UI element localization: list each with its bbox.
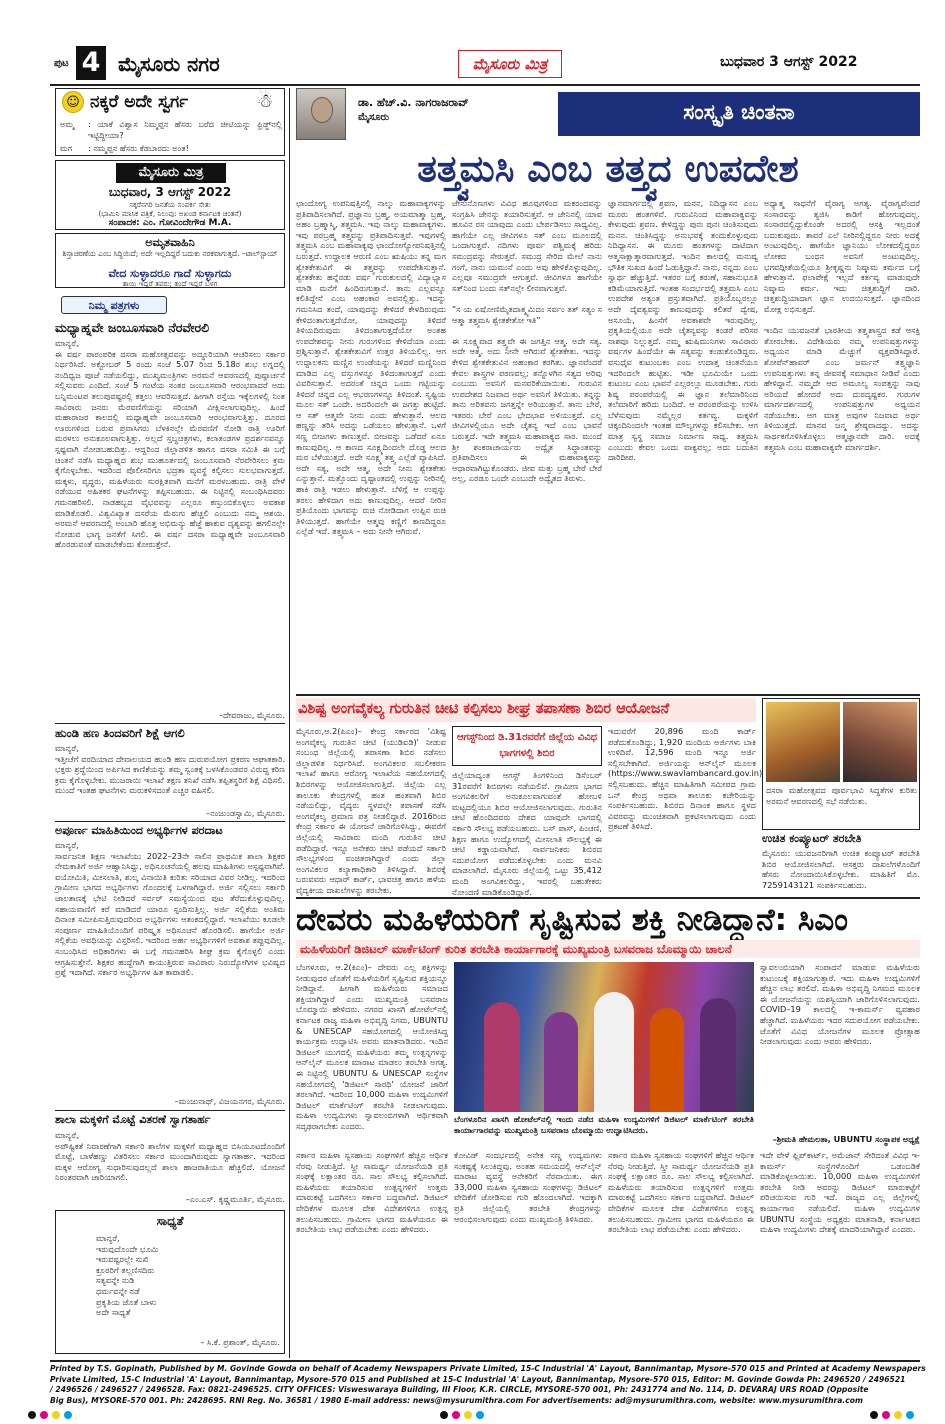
registration-dot xyxy=(52,1411,60,1419)
cm-col5: ಇದೇ ವೇಳೆ ಫ್ಲಿಪ್‌ಕಾರ್ಟ್, ಅಮೆಜಾನ್ ಸೇರಿದಂತೆ ವಿವಿಧ ಇ-ಕಾಮರ್ಸ್ ಸಂಸ್ಥೆಗಳೊಂದಿಗೆ ಒಡಂಬಡಿಕೆ ಮಾಡಿಕೊಳ್ಳಲಾಯಿತು. 10,000 ಮಹಿಳಾ ಉದ್ಯಮಿಗಳಿಗೆ ತರಬೇತಿ ನೀಡಿ ಅವರನ್ನು ಡಿಜಿಟಲ್ ಮಾರುಕಟ್ಟೆಗೆ ಪರಿಚಯಿಸುವ ಗುರಿ ಇದೆ. ರಾಜ್ಯದ ಎಲ್ಲ ಜಿಲ್ಲೆಗಳಲ್ಲಿ ಕಾರ್ಯಾಗಾರ ನಡೆಯಲಿದೆ. ಮಹಿಳಾ ಉದ್ಯಮಿಗಳ UBUNTU ಸಂಸ್ಥೆಯ ಅಧ್ಯಕ್ಷರು ಮಾತನಾಡಿ, ಕರ್ನಾಟಕದ ಮಹಿಳಾ ಉದ್ಯಮಿಗಳು ದೇಶಕ್ಕೆ ಮಾದರಿಯಾಗಿದ್ದಾರೆ ಎಂದರು. xyxy=(760,1150,923,1235)
computer-text: ಮೈಸೂರು: ಯುವಜನರಿಗಾಗಿ ಉಚಿತ ಕಂಪ್ಯೂಟರ್ ತರಬೇತಿ ಶಿಬಿರ ಆಯೋಜಿಸಲಾಗಿದೆ. ಆಸಕ್ತರು ದಾಖಲೆಗಳೊಂದಿಗೆ ಹೆಸರು ನೋಂದಾಯಿಸಿಕೊಳ್ಳಬೇಕು. ಮಾಹಿತಿಗೆ ಮೊ. 7259143121 ಸಂಪರ್ಕಿಸಬಹುದು. xyxy=(762,848,923,890)
humor-a-label: ಮಗ xyxy=(60,143,73,153)
camp-bottom-rule xyxy=(296,897,920,899)
registration-dot xyxy=(882,1411,890,1419)
edition-box xyxy=(55,160,285,230)
amrutha-quote-sub: ತಾಯಿ ಇದ್ದರೆ ತವರು; ತಂದೆ ಇದ್ದರೆ ಬಳಗ xyxy=(122,279,218,288)
cm-headline: ದೇವರು ಮಹಿಳೆಯರಿಗೆ ಸೃಷ್ಟಿಸುವ ಶಕ್ತಿ ನೀಡಿದ್ದಾನೆ: ಸಿಎಂ xyxy=(296,902,848,938)
humor-a-text: : ನಮ್ಮಪ್ಪನ ಹೆಸರು ಕೆಡಬಾರದು ಅಂತ! xyxy=(88,143,189,153)
amrutha-text: ಶಿಸ್ತಾಚರಣೆಯ ಎಂಬ ಸಿದ್ಧಿಯಿದೆ; ಅದೇ ಇಲ್ಲದಿದ್ದರೆ ಬದುಕು ನರಕವಾಗುತ್ತದೆ. –ಟಾಲ್‌ಸ್ಟಾಯ್ xyxy=(62,249,278,258)
letter1-text: ಮಾನ್ಯರೆ, ಈ ವರ್ಷ ಪಾರಂಪರಿಕ ದಸರಾ ಮಹೋತ್ಸವವನ್ನು ಅದ್ಧೂರಿಯಾಗಿ ಆಚರಿಸಲು ಸರ್ಕಾರ ನಿರ್ಧರಿಸಿದೆ. ಅಕ್ಟೋಬರ್ 5 ರಂದು ಸಂಜೆ 5.07 ರಿಂದ 5.18ರ ಶುಭ ಲಗ್ನದಲ್ಲಿ ನಂದಿಧ್ವಜ ಪೂಜೆ ನಡೆಯಲಿದ್ದು, ಮುಖ್ಯಮಂತ್ರಿಗಳು ಅರಮನೆ ಆವರಣದಲ್ಲಿ ಪುಷ್ಪಾರ್ಚನೆ ಸಲ್ಲಿಸುವರು ಎಂದಿದೆ. ಸಂಜೆ 5 ಗಂಟೆಯ ನಂತರ ಜಂಬೂಸವಾರಿ ಆರಂಭವಾದರೆ ಅದು ಬನ್ನಿಮಂಟಪ ತಲುಪುವಷ್ಟರಲ್ಲಿ ಕತ್ತಲು ಆವರಿಸುತ್ತದೆ. ಹೀಗಾಗಿ ರಸ್ತೆಯ ಇಕ್ಕೆಲಗಳಲ್ಲಿ ನಿಂತ ಸಾವಿರಾರು ಜನರು ಮೆರವಣಿಗೆಯನ್ನು ಸರಿಯಾಗಿ ವೀಕ್ಷಿಸಲಾಗುವುದಿಲ್ಲ. ಹಿಂದೆ ಮಹಾರಾಜರ ಕಾಲದಲ್ಲಿ ಮಧ್ಯಾಹ್ನವೇ ಜಂಬೂಸವಾರಿ ಆರಂಭವಾಗುತ್ತಿತ್ತು. ದೂರದ ಊರುಗಳಿಂದ ಬರುವ ಪ್ರವಾಸಿಗರು ಬೆಳಕಿನಲ್ಲೇ ಮೆರವಣಿಗೆ ನೋಡಿ ರಾತ್ರಿ ಊರಿಗೆ ಮರಳಲು ಅನುಕೂಲವಾಗುತ್ತಿತ್ತು. ಅಲ್ಲದೆ ಸ್ತಬ್ಧಚಿತ್ರಗಳು, ಕಲಾತಂಡಗಳ ಪ್ರದರ್ಶನವನ್ನೂ ಸ್ಪಷ್ಟವಾಗಿ ನೋಡಬಹುದಿತ್ತು. ಆದ್ದರಿಂದ ಜಿಲ್ಲಾಡಳಿತ ಹಾಗೂ ದಸರಾ ಸಮಿತಿ ಈ ಬಗ್ಗೆ ಚಿಂತನೆ ನಡೆಸಿ ಮಧ್ಯಾಹ್ನದ ಶುಭ ಮುಹೂರ್ತದಲ್ಲಿ ಜಂಬೂಸವಾರಿ ನೆರವೇರಿಸಲು ಕ್ರಮ ಕೈಗೊಳ್ಳಬೇಕು. ಇದರಿಂದ ಪೊಲೀಸರಿಗೂ ಭದ್ರತಾ ವ್ಯವಸ್ಥೆ ಕಲ್ಪಿಸಲು ಸುಲಭವಾಗುತ್ತದೆ. ಮಕ್ಕಳು, ವೃದ್ಧರು, ಮಹಿಳೆಯರು ಸುರಕ್ಷಿತವಾಗಿ ಮನೆಗೆ ಮರಳಬಹುದು. ರಾತ್ರಿ ವೇಳೆ ನಡೆಯುವ ಅಹಿತಕರ ಘಟನೆಗಳನ್ನು ತಪ್ಪಿಸಬಹುದು. ಈ ನಿಟ್ಟಿನಲ್ಲಿ ಸಂಬಂಧಿಸಿದವರು ಗಮನಹರಿಸಲಿ. ನಾಡಹಬ್ಬದ ವೈಭವವನ್ನು ಎಲ್ಲರೂ ಕಣ್ತುಂಬಿಕೊಳ್ಳಲು ಅವಕಾಶ ಮಾಡಿಕೊಡಲಿ. ವಿಶ್ವವಿಖ್ಯಾತ ದಸರೆಯ ಮೆರುಗು ಹೆಚ್ಚಲಿ ಎಂಬುದು ನಮ್ಮ ಆಶಯ. ಅರಮನೆ ಆವರಣದಲ್ಲಿ ಅಂಬಾರಿ ಹೊತ್ತ ಅಭಿಮನ್ಯು ಹೆಜ್ಜೆ ಹಾಕುವ ದೃಶ್ಯವನ್ನು ಹಗಲಿನಲ್ಲೇ ನೋಡುವ ಭಾಗ್ಯ ಜನತೆಗೆ ಸಿಗಲಿ. ಈ ವರ್ಷ ದಸರಾ ಮಧ್ಯಾಹ್ನವೇ ಜಂಬೂಸವಾರಿ ಹೊರಡುವಂತೆ ಮಾಡಬೇಕೆಂದು ಕೋರುತ್ತೇನೆ. xyxy=(55,338,285,550)
masthead-date: ಬುಧವಾರ 3 ಆಗಸ್ಟ್ 2022 xyxy=(720,54,858,70)
amrutha-quote: ವೇದ ಸುಳ್ಳಾದರೂ ಗಾದೆ ಸುಳ್ಳಾಗದು xyxy=(108,267,232,280)
poem-box xyxy=(55,1210,285,1354)
author-head-icon xyxy=(311,97,333,123)
letter3-sign: –ಮಂಜುನಾಥ್, ವಿಜಯನಗರ, ಮೈಸೂರು. xyxy=(174,1096,285,1106)
humor-box xyxy=(55,88,285,156)
cm-col1: ಬೆಂಗಳೂರು, ಆ.2(ಕಿಎಂ)– ದೇವರು ಎಲ್ಲ ಶಕ್ತಿಗಳನ್ನು ನೀಡುವುದರ ಜೊತೆಗೆ ಮಹಿಳೆಯರಿಗೆ ಸೃಷ್ಟಿಸುವ ಶಕ್ತಿಯನ್ನೂ ನೀಡಿದ್ದಾನೆ. ಹೀಗಾಗಿ ಮಹಿಳೆಯರು ಸಮಾಜದ ಶಕ್ತಿಯಾಗಿದ್ದಾರೆ ಎಂದು ಮುಖ್ಯಮಂತ್ರಿ ಬಸವರಾಜ ಬೊಮ್ಮಾಯಿ ಹೇಳಿದರು. ನಗರದ ಖಾಸಗಿ ಹೋಟೆಲ್‌ನಲ್ಲಿ ಕರ್ನಾಟಕ ರಾಜ್ಯ ಮಹಿಳಾ ಅಭಿವೃದ್ಧಿ ನಿಗಮ, UBUNTU & UNESCAP ಸಹಯೋಗದಲ್ಲಿ ಆಯೋಜಿಸಿದ್ದ ಕಾರ್ಯಕ್ರಮ ಉದ್ಘಾಟಿಸಿ ಅವರು ಮಾತನಾಡಿದರು. ಇಂದಿನ ಡಿಜಿಟಲ್ ಯುಗದಲ್ಲಿ ಮಹಿಳೆಯರು ತಮ್ಮ ಉತ್ಪನ್ನಗಳನ್ನು ಆನ್‌ಲೈನ್ ಮೂಲಕ ಮಾರಾಟ ಮಾಡಲು ತರಬೇತಿ ಅಗತ್ಯ. ಈ ನಿಟ್ಟಿನಲ್ಲಿ UBUNTU & UNESCAP ಸಂಸ್ಥೆಗಳ ಸಹಯೋಗದಲ್ಲಿ 'ಡಿಜಿಟಲ್ ಸಾರಥಿ' ಯೋಜನೆ ಜಾರಿಗೆ ತರಲಾಗಿದೆ. ಇದರಿಂದ 10,000 ಮಹಿಳಾ ಉದ್ಯಮಿಗಳಿಗೆ ಡಿಜಿಟಲ್ ಮಾರ್ಕೆಟಿಂಗ್ ತರಬೇತಿ ನೀಡಲಾಗುವುದು. ಮಹಿಳಾ ಉದ್ಯಮಿಗಳು ಸ್ವಾವಲಂಬಿಗಳಾಗಿ ಆರ್ಥಿಕವಾಗಿ ಸದೃಢರಾಗಬೇಕು ಎಂದರು. xyxy=(296,962,451,1131)
cartoon-man-icon: ☃ xyxy=(256,90,274,112)
page-number: 4 xyxy=(76,46,106,80)
poem-sign: – ಸಿ.ಕೆ. ಪ್ರಶಾಂತ್, ಮೈಸೂರು. xyxy=(200,1337,280,1347)
paper-name: ಮೈಸೂರು ಮಿತ್ರ xyxy=(472,55,548,73)
section-name: ಮೈಸೂರು ನಗರ xyxy=(118,52,220,76)
author-place: ಮೈಸೂರು xyxy=(358,112,390,123)
culture-col3: ಜ್ಞಾನಮಾರ್ಗದಲ್ಲಿ ಶ್ರವಣ, ಮನನ, ನಿದಿಧ್ಯಾಸನ ಎಂಬ ಮೂರು ಹಂತಗಳಿವೆ. ಗುರುವಿನಿಂದ ಮಹಾವಾಕ್ಯವನ್ನು ಕೇಳುವುದು ಶ್ರವಣ. ಕೇಳಿದ್ದನ್ನು ಪುನಃ ಪುನಃ ಚಿಂತಿಸುವುದು ಮನನ. ಚಿಂತಿಸಿದ್ದನ್ನು ಅನುಭವಕ್ಕೆ ತಂದುಕೊಳ್ಳುವುದು ನಿದಿಧ್ಯಾಸನ. ಈ ಮೂರು ಹಂತಗಳನ್ನು ದಾಟಿದಾಗ ಆತ್ಮಸಾಕ್ಷಾತ್ಕಾರವಾಗುತ್ತದೆ. ಇಂದಿನ ಕಾಲದಲ್ಲಿ ಮನುಷ್ಯ ಭೌತಿಕ ಸುಖದ ಹಿಂದೆ ಓಡುತ್ತಿದ್ದಾನೆ. ನಾನು, ನನ್ನದು ಎಂಬ ಸ್ವಾರ್ಥ ಹೆಚ್ಚುತ್ತಿದೆ. ಇತರರ ಬಗ್ಗೆ ಕರುಣೆ, ಸಹಾನುಭೂತಿ ಕಡಿಮೆಯಾಗುತ್ತಿದೆ. ಇಂತಹ ಸಂದರ್ಭದಲ್ಲಿ ತತ್ತ್ವಮಸಿ ಎಂಬ ಉಪದೇಶ ಅತ್ಯಂತ ಪ್ರಸ್ತುತವಾಗಿದೆ. ಪ್ರತಿಯೊಬ್ಬರಲ್ಲೂ ಅದೇ ದೈವತ್ವವನ್ನು ಕಾಣುವುದನ್ನು ಕಲಿತರೆ ದ್ವೇಷ, ಅಸೂಯೆ, ಹಿಂಸೆಗೆ ಅವಕಾಶವೇ ಇರುವುದಿಲ್ಲ. ಪ್ರಕೃತಿಯಲ್ಲಿಯೂ ಅದೇ ಚೈತನ್ಯವನ್ನು ಕಂಡರೆ ಪರಿಸರ ನಾಶವೂ ನಿಲ್ಲುತ್ತದೆ. ನಮ್ಮ ಋಷಿಮುನಿಗಳು ಸಾವಿರಾರು ವರ್ಷಗಳ ಹಿಂದೆಯೇ ಈ ಸತ್ಯವನ್ನು ಕಂಡುಕೊಂಡಿದ್ದರು. ವಸುಧೈವ ಕುಟುಂಬಕಂ ಎಂಬ ಉದಾತ್ತ ಚಿಂತನೆಯೂ ಇದರಿಂದಲೇ ಹುಟ್ಟಿತು. ಇಡೀ ಭೂಮಿಯೇ ಒಂದು ಕುಟುಂಬ ಎಂಬ ಭಾವನೆ ಎಲ್ಲರಲ್ಲೂ ಮೂಡಬೇಕು. ಗುರು ಶಿಷ್ಯ ಪರಂಪರೆಯಲ್ಲಿ ಈ ಜ್ಞಾನ ತಲೆಮಾರಿನಿಂದ ತಲೆಮಾರಿಗೆ ಹರಿದು ಬಂದಿದೆ. ಆ ಪರಂಪರೆಯನ್ನು ಉಳಿಸಿ ಬೆಳೆಸುವುದು ನಮ್ಮೆಲ್ಲರ ಕರ್ತವ್ಯ. ಮಕ್ಕಳಿಗೆ ಚಿಕ್ಕಂದಿನಿಂದಲೇ ಇಂತಹ ಮೌಲ್ಯಗಳನ್ನು ಕಲಿಸಬೇಕು. ಆಗ ಮಾತ್ರ ಸ್ವಸ್ಥ ಸಮಾಜ ನಿರ್ಮಾಣ ಸಾಧ್ಯ. ತತ್ತ್ವಮಸಿ ಎಂಬುದು ಕೇವಲ ಒಂದು ವಾಕ್ಯವಲ್ಲ; ಅದು ಬದುಕಿನ ದಾರಿದೀಪ. xyxy=(608,198,761,463)
letter3-text: ಮಾನ್ಯರೆ, ಸಾರ್ವಜನಿಕ ಶಿಕ್ಷಣ ಇಲಾಖೆಯು 2022–23ನೇ ಸಾಲಿನ ಪ್ರಾಥಮಿಕ ಶಾಲಾ ಶಿಕ್ಷಕರ ನೇಮಕಾತಿಗೆ ಅರ್ಜಿ ಆಹ್ವಾನಿಸಿದ್ದು, ಅಧಿಸೂಚನೆಯಲ್ಲಿ ಹಲವು ಮಾಹಿತಿಗಳು ಅಸ್ಪಷ್ಟವಾಗಿವೆ. ವಯೋಮಿತಿ, ಮೀಸಲಾತಿ, ಶುಲ್ಕ ವಿನಾಯಿತಿ ಕುರಿತು ಸರಿಯಾದ ವಿವರ ನೀಡಿಲ್ಲ. ಇದರಿಂದ ಗ್ರಾಮೀಣ ಭಾಗದ ಅಭ್ಯರ್ಥಿಗಳು ಗೊಂದಲಕ್ಕೆ ಒಳಗಾಗಿದ್ದಾರೆ. ಅರ್ಜಿ ಸಲ್ಲಿಸಲು ಸರ್ಕಾರಿ ಜಾಲತಾಣಕ್ಕೆ ಭೇಟಿ ನೀಡಿದರೆ ಸರ್ವರ್ ಸಮಸ್ಯೆಯಿಂದ ಪುಟ ತೆರೆದುಕೊಳ್ಳುವುದಿಲ್ಲ. ಸಹಾಯವಾಣಿಗೆ ಕರೆ ಮಾಡಿದರೆ ಯಾರೂ ಸ್ಪಂದಿಸುತ್ತಿಲ್ಲ. ಅರ್ಜಿ ಸಲ್ಲಿಕೆಯ ಅಂತಿಮ ದಿನಾಂಕ ಸಮೀಪಿಸುತ್ತಿರುವುದರಿಂದ ಅಭ್ಯರ್ಥಿಗಳು ಆತಂಕದಲ್ಲಿದ್ದಾರೆ. ಇಲಾಖೆಯು ಕೂಡಲೇ ಸಂಪೂರ್ಣ ಮಾಹಿತಿಯೊಂದಿಗೆ ಪರಿಷ್ಕೃತ ಅಧಿಸೂಚನೆ ಹೊರಡಿಸಲಿ. ಹಾಗೆಯೇ ಅರ್ಜಿ ಸಲ್ಲಿಕೆಯ ಅವಧಿಯನ್ನು ವಿಸ್ತರಿಸಲಿ. ಇದರಿಂದ ಅರ್ಹ ಅಭ್ಯರ್ಥಿಗಳಿಗೆ ಅವಕಾಶ ತಪ್ಪುವುದಿಲ್ಲ. ಸಂಬಂಧಿಸಿದ ಅಧಿಕಾರಿಗಳು ಈ ಬಗ್ಗೆ ಗಮನಹರಿಸಿ ಶೀಘ್ರ ಕ್ರಮ ಕೈಗೊಳ್ಳಲಿ ಎಂದು ಆಗ್ರಹಿಸುತ್ತೇನೆ. ಶಿಕ್ಷಕರ ಹುದ್ದೆಗಾಗಿ ಕಾಯುತ್ತಿರುವ ಸಾವಿರಾರು ನಿರುದ್ಯೋಗಿಗಳ ಭವಿಷ್ಯದ ಪ್ರಶ್ನೆ ಇದಾಗಿದೆ. ಸರ್ಕಾರ ಅಭ್ಯರ್ಥಿಗಳ ಹಿತ ಕಾಪಾಡಲಿ. xyxy=(55,840,285,978)
column-title: ಸಂಸ್ಕೃತಿ ಚಿಂತನಾ xyxy=(683,100,795,124)
letter4-sign: –ಎಂ.ಎಸ್. ಕೃಷ್ಣಮೂರ್ತಿ, ಮೈಸೂರು. xyxy=(185,1194,285,1204)
cm-col2: ಸರ್ಕಾರ ಮಹಿಳಾ ಸ್ವಸಹಾಯ ಸಂಘಗಳಿಗೆ ಹೆಚ್ಚಿನ ಆರ್ಥಿಕ ನೆರವು ನೀಡುತ್ತಿದೆ. ಸ್ತ್ರೀ ಸಾಮರ್ಥ್ಯ ಯೋಜನೆಯಡಿ ಪ್ರತಿ ಸಂಘಕ್ಕೆ ಲಕ್ಷಾಂತರ ರೂ. ಸಾಲ ಸೌಲಭ್ಯ ಕಲ್ಪಿಸಲಾಗಿದೆ. ಮಹಿಳೆಯರು ತಯಾರಿಸುವ ಉತ್ಪನ್ನಗಳಿಗೆ ಉತ್ತಮ ಮಾರುಕಟ್ಟೆ ಒದಗಿಸಲು ಸರ್ಕಾರ ಬದ್ಧವಾಗಿದೆ. ಡಿಜಿಟಲ್ ವೇದಿಕೆಗಳ ಮೂಲಕ ದೇಶ ವಿದೇಶಗಳಿಗೂ ಉತ್ಪನ್ನ ತಲುಪಿಸಬಹುದು. ಗ್ರಾಮೀಣ ಭಾಗದ ಮಹಿಳೆಯರೂ ಈ ತರಬೇತಿಯ ಲಾಭ ಪಡೆಯಬೇಕು ಎಂದು ಹೇಳಿದರು. xyxy=(296,1150,451,1235)
camp-headline-bar xyxy=(296,698,756,722)
imprint-line4: Big Bus), MYSORE-570 001. Ph: 2428695. RNI Reg. No. 36581 / 1980 E-mail address: news@mysurumithra.com For advertisements: ad@mysurumithra.com, website: www.mysurumithra.com xyxy=(50,1395,863,1405)
imprint xyxy=(50,1364,926,1408)
imprint-line1: Printed by T.S. Gopinath, Published by M. Govinde Gowda on behalf of Academy Newspapers Private Limited, 15-C Industrial 'A' Layout, Bannimantap, Mysore-570 015 and Printed at Academy Newspapers xyxy=(50,1364,926,1373)
edition-editor: ಸಂಪಾದಕ: ಎಂ. ಗೋವಿಂದೇಗೌಡ M.A. xyxy=(108,218,232,228)
divider xyxy=(55,723,285,724)
letter2-title: ಹುಂಡಿ ಹಣ ತಿಂದವರಿಗೆ ಶಿಕ್ಷೆ ಆಗಲಿ xyxy=(55,726,185,740)
humor-q-text: : ಯಾಕೆ ವಿಶ್ವಾಸ ನಿಮ್ಮಪ್ಪನ ಹೆಸರು ಬರೆದ ಚೀಟಿಯನ್ನು ಫ್ರಿಡ್ಜ್‌ನಲ್ಲಿ ಇಟ್ಟಿದ್ದೀಯಾ? xyxy=(88,119,285,140)
letter4-title: ಶಾಲಾ ಮಕ್ಕಳಿಗೆ ಮೊಟ್ಟೆ ವಿತರಣೆ ಸ್ವಾಗತಾರ್ಹ xyxy=(55,1113,211,1126)
culture-col2: ಜೇನುನೊಣಗಳು ವಿವಿಧ ಹೂವುಗಳಿಂದ ಮಕರಂದವನ್ನು ಸಂಗ್ರಹಿಸಿ ಜೇನನ್ನು ತಯಾರಿಸುತ್ತವೆ. ಆ ಜೇನಿನಲ್ಲಿ ಯಾವ ಹೂವಿನ ರಸ ಯಾವುದು ಎಂದು ಬೇರ್ಪಡಿಸಲು ಸಾಧ್ಯವಿಲ್ಲ. ಹಾಗೆಯೇ ಎಲ್ಲ ಜೀವಿಗಳೂ ಸತ್ ಎಂಬ ಮೂಲದಲ್ಲಿ ಒಂದಾಗುತ್ತವೆ. ನದಿಗಳು ಪೂರ್ವ ಪಶ್ಚಿಮಕ್ಕೆ ಹರಿದು ಸಮುದ್ರವನ್ನು ಸೇರುತ್ತವೆ. ಸಮುದ್ರ ಸೇರಿದ ಮೇಲೆ ನಾನು ಗಂಗೆ, ನಾನು ಯಮುನೆ ಎಂದು ಅವು ಹೇಳಿಕೊಳ್ಳುವುದಿಲ್ಲ. ಎಲ್ಲವೂ ಸಮುದ್ರವೇ ಆಗುತ್ತವೆ. ಜೀವಿಗಳೂ ಹಾಗೆಯೇ ಸತ್‌ನಿಂದ ಬಂದು ಸತ್‌ನಲ್ಲೇ ಲೀನವಾಗುತ್ತವೆ. “ಸ ಯ ಏಷೋಣಿಮೈತದಾತ್ಮ್ಯಮಿದಂ ಸರ್ವಂ ತತ್ ಸತ್ಯಂ ಸ ಆತ್ಮಾ ತತ್ತ್ವಮಸಿ ಶ್ವೇತಕೇತೋ ಇತಿ” ಈ ಸೂಕ್ಷ್ಮವಾದ ತತ್ತ್ವವೇ ಈ ಜಗತ್ತಿನ ಆತ್ಮ. ಅದೇ ಸತ್ಯ. ಅದೇ ಆತ್ಮ. ಅದು ನೀನೇ ಆಗಿರುವೆ ಶ್ವೇತಕೇತು. ಇದನ್ನು ಕೇಳಿದ ಶ್ವೇತಕೇತುವಿನ ಅಹಂಕಾರ ಕರಗಿತು. ಜ್ಞಾನವೆಂದರೆ ಕೇವಲ ಶಾಸ್ತ್ರಗಳ ಪಠಣವಲ್ಲ; ತನ್ನೊಳಗಿನ ಸತ್ಯದ ಅರಿವು ಎಂಬುದು ಅವನಿಗೆ ಮನವರಿಕೆಯಾಯಿತು. ಗುರುವಿನ ಉಪದೇಶದ ನಿಜವಾದ ಅರ್ಥ ಅವನಿಗೆ ತಿಳಿಯಿತು. ತನ್ನನ್ನು ತಾನು ಅರಿತವನು ಜಗತ್ತನ್ನೇ ಅರಿಯುತ್ತಾನೆ. ತಾನು ಬೇರೆ, ಇತರರು ಬೇರೆ ಎಂಬ ಭೇದಭಾವ ಅಳಿಯುತ್ತದೆ. ಎಲ್ಲ ಜೀವಿಗಳಲ್ಲಿಯೂ ಅದೇ ಚೈತನ್ಯ ಇದೆ ಎಂಬ ಭಾವನೆ ಬರುತ್ತದೆ. ಇದೇ ತತ್ತ್ವಮಸಿ ಮಹಾವಾಕ್ಯದ ಸಾರ. ಮುಂದೆ ಶ್ರೀ ಶಂಕರಾಚಾರ್ಯರು ಅದ್ವೈತ ಸಿದ್ಧಾಂತವನ್ನು ಪ್ರತಿಪಾದಿಸಲು ಈ ಮಹಾವಾಕ್ಯವನ್ನು ಆಧಾರವಾಗಿಟ್ಟುಕೊಂಡರು. ಜೀವ ಮತ್ತು ಬ್ರಹ್ಮ ಬೇರೆ ಬೇರೆ ಅಲ್ಲ, ಎರಡೂ ಒಂದೇ ಎಂಬುದೇ ಅದ್ವೈತದ ತಿರುಳು. xyxy=(452,198,602,484)
letters-banner-label: ನಿಮ್ಮ ಪತ್ರಗಳು xyxy=(61,296,167,314)
cm-sub: ಮಹಿಳೆಯರಿಗೆ ಡಿಜಿಟಲ್ ಮಾರ್ಕೆಟಿಂಗ್ ಕುರಿತ ತರಬೇತಿ ಕಾರ್ಯಾಗಾರಕ್ಕೆ ಮುಖ್ಯಮಂತ್ರಿ ಬಸವರಾಜ ಬೊಮ್ಮಾಯಿ ಚಾಲನೆ xyxy=(300,942,732,956)
event-photo-1 xyxy=(766,702,840,782)
registration-dot xyxy=(476,1411,484,1419)
photo-caption: ದಸರಾ ಮಹೋತ್ಸವದ ಪೂರ್ವಭಾವಿ ಸಿದ್ಧತೆಗಳ ಕುರಿತು ಅರಮನೆ ಆವರಣದಲ್ಲಿ ಸಭೆ ನಡೆಯಿತು. xyxy=(766,785,920,806)
cm-photo xyxy=(454,962,754,1112)
cm-photo-caption: ಬೆಂಗಳೂರಿನ ಖಾಸಗಿ ಹೋಟೆಲ್‌ನಲ್ಲಿ ಇಂದು ನಡೆದ ಮಹಿಳಾ ಉದ್ಯಮಿಗಳಿಗೆ ಡಿಜಿಟಲ್ ಮಾರ್ಕೆಟಿಂಗ್ ತರಬೇತಿ ಕಾರ್ಯಾಗಾರವನ್ನು ಮುಖ್ಯಮಂತ್ರಿ ಬಸವರಾಜ ಬೊಮ್ಮಾಯಿ ಉದ್ಘಾಟಿಸಿದರು. xyxy=(454,1114,757,1135)
amrutha-box xyxy=(55,233,285,288)
culture-col4: ಅಧ್ಯಾತ್ಮ ಸಾಧನೆಗೆ ವೈರಾಗ್ಯ ಅಗತ್ಯ. ವೈರಾಗ್ಯವೆಂದರೆ ಸಂಸಾರವನ್ನು ತ್ಯಜಿಸಿ ಕಾಡಿಗೆ ಹೋಗುವುದಲ್ಲ. ಸಂಸಾರದಲ್ಲಿದ್ದುಕೊಂಡೇ ಅದರಲ್ಲಿ ಆಸಕ್ತಿ ಇಲ್ಲದಂತೆ ಬದುಕುವುದು. ತಾವರೆ ಎಲೆ ನೀರಿನಲ್ಲಿದ್ದರೂ ನೀರು ಅದಕ್ಕೆ ಅಂಟುವುದಿಲ್ಲ. ಹಾಗೆಯೇ ಜ್ಞಾನಿಯು ಲೋಕದಲ್ಲಿದ್ದರೂ ಲೋಕದ ಬಂಧನ ಅವನಿಗೆ ಅಂಟುವುದಿಲ್ಲ. ಭಗವದ್ಗೀತೆಯಲ್ಲಿಯೂ ಶ್ರೀಕೃಷ್ಣನು ನಿಷ್ಕಾಮ ಕರ್ಮದ ಬಗ್ಗೆ ಹೇಳುತ್ತಾನೆ. ಫಲಾಪೇಕ್ಷೆ ಇಲ್ಲದೆ ಕರ್ತವ್ಯ ಮಾಡುವುದೇ ನಿಷ್ಕಾಮ ಕರ್ಮ. ಇದು ಚಿತ್ತಶುದ್ಧಿಗೆ ದಾರಿ. ಚಿತ್ತಶುದ್ಧಿಯಾದಾಗ ಜ್ಞಾನ ಉದಯಿಸುತ್ತದೆ. ಜ್ಞಾನದಿಂದ ಮೋಕ್ಷ ಲಭಿಸುತ್ತದೆ. ಇಂದಿನ ಯುವಜನತೆ ಭಾರತೀಯ ತತ್ತ್ವಶಾಸ್ತ್ರದ ಕಡೆ ಆಸಕ್ತಿ ತೋರಬೇಕು. ವಿದೇಶಿಯರು ನಮ್ಮ ಉಪನಿಷತ್ತುಗಳನ್ನು ಅಧ್ಯಯನ ಮಾಡಿ ಮೆಚ್ಚುಗೆ ವ್ಯಕ್ತಪಡಿಸಿದ್ದಾರೆ. ಶೋಪೆನ್‌ಹಾವರ್ ಎಂಬ ಜರ್ಮನ್ ತತ್ತ್ವಜ್ಞಾನಿ ಉಪನಿಷತ್ತುಗಳು ತನ್ನ ಜೀವನಕ್ಕೆ ಸಮಾಧಾನ ನೀಡಿವೆ ಎಂದು ಹೇಳಿದ್ದಾನೆ. ನಮ್ಮದೇ ಆದ ಅಮೂಲ್ಯ ಸಂಪತ್ತನ್ನು ನಾವು ಅರಿಯದೆ ಹೋದರೆ ಅದು ದುರದೃಷ್ಟಕರ. ಗುರುಗಳ ಮಾರ್ಗದರ್ಶನದಲ್ಲಿ ಉಪನಿಷತ್ತುಗಳ ಅಧ್ಯಯನ ನಡೆಯಬೇಕು. ಆಗ ಮಾತ್ರ ಅವುಗಳ ನಿಜವಾದ ಅರ್ಥ ತಿಳಿಯುತ್ತದೆ. ಮಾನವ ಜನ್ಮ ಶ್ರೇಷ್ಠವಾದದ್ದು. ಅದನ್ನು ಸಾರ್ಥಕಗೊಳಿಸಿಕೊಳ್ಳಲು ಆತ್ಮಜ್ಞಾನವೇ ದಾರಿ. ಅದಕ್ಕೆ ತತ್ತ್ವಮಸಿ ಎಂಬ ಮಹಾವಾಕ್ಯವೇ ಮಾರ್ಗದರ್ಶಿ. xyxy=(764,198,920,452)
divider xyxy=(55,1110,285,1111)
divider xyxy=(55,821,285,822)
registration-dot xyxy=(40,1411,48,1419)
cm-col3b: ಸರ್ಕಾರ ಮಹಿಳಾ ಸ್ವಸಹಾಯ ಸಂಘಗಳಿಗೆ ಹೆಚ್ಚಿನ ಆರ್ಥಿಕ ನೆರವು ನೀಡುತ್ತಿದೆ. ಸ್ತ್ರೀ ಸಾಮರ್ಥ್ಯ ಯೋಜನೆಯಡಿ ಪ್ರತಿ ಸಂಘಕ್ಕೆ ಲಕ್ಷಾಂತರ ರೂ. ಸಾಲ ಸೌಲಭ್ಯ ಕಲ್ಪಿಸಲಾಗಿದೆ. ಮಹಿಳೆಯರು ತಯಾರಿಸುವ ಉತ್ಪನ್ನಗಳಿಗೆ ಉತ್ತಮ ಮಾರುಕಟ್ಟೆ ಒದಗಿಸಲು ಸರ್ಕಾರ ಬದ್ಧವಾಗಿದೆ. ಡಿಜಿಟಲ್ ವೇದಿಕೆಗಳ ಮೂಲಕ ದೇಶ ವಿದೇಶಗಳಿಗೂ ಉತ್ಪನ್ನ ತಲುಪಿಸಬಹುದು. ಗ್ರಾಮೀಣ ಭಾಗದ ಮಹಿಳೆಯರೂ ಈ ತರಬೇತಿಯ ಲಾಭ ಪಡೆಯಬೇಕು ಎಂದು ಹೇಳಿದರು. xyxy=(608,1150,757,1235)
letter1-title: ಮಧ್ಯಾಹ್ನವೇ ಜಂಬೂಸವಾರಿ ನೆರವೇರಲಿ xyxy=(55,320,210,335)
author-name: ಡಾ. ಹೆಚ್.ವಿ. ನಾಗರಾಜರಾವ್ xyxy=(358,96,469,109)
imprint-line3: / 2496526 / 2496527 / 2496528. Fax: 0821-2496525. CITY OFFICES: Visweswaraya Building, III Floor, K.R. CIRCLE, MYSORE-570 001, Ph: 2431774 and No. 114, D. DEVARAJ URS ROAD (Opposite xyxy=(50,1385,869,1394)
laugh-emoji-icon: ☺ xyxy=(62,91,84,113)
edition-line2: (ಭಾಮಿನಿ ಮಾಸಿಕ ಪತ್ರಿಕೆ, ನಿಲುವು: ಅಖಂಡ ಕರ್ನಾಟಕ ಚಿಂತನೆ) xyxy=(98,209,242,218)
registration-dot xyxy=(452,1411,460,1419)
registration-dot xyxy=(464,1411,472,1419)
letter1-sign: –ದೇವರಾಜು, ಮೈಸೂರು. xyxy=(219,710,285,720)
poem-text: ಮಾನ್ಯರೆ, ಇರುವುದೊಂದೇ ಭೂಮಿ ಇರುವಷ್ಟರಲ್ಲೇ ಸುಖಿ ಕ್ರೂರರಿಗೆ ತಲ್ಲಣಿಸದಿರು ಸತ್ಯವನ್ನೇ ನುಡಿ ಧರ್ಮವನ್ನೇ ನಡೆ ಪ್ರಕೃತಿಯ ಜೊತೆ ಬಾಳು ಅದೇ ಸಾಧ್ಯತೆ xyxy=(96,1233,159,1318)
registration-dot xyxy=(906,1411,914,1419)
registration-dot xyxy=(894,1411,902,1419)
person-figure-icon xyxy=(700,998,736,1112)
edition-line1: ಸಕ್ಕರೆನಗರಿ ಜನತೆಯ ಸಂಪರ್ಕ ಸೇತು xyxy=(129,200,211,209)
amrutha-title: ಅಮೃತವಾಹಿನಿ xyxy=(145,236,195,249)
person-figure-icon xyxy=(484,1002,520,1112)
registration-dot xyxy=(870,1411,878,1419)
letters-banner xyxy=(55,294,285,316)
masthead-rule xyxy=(50,84,920,86)
humor-title: ನಕ್ಕರೆ ಅದೇ ಸ್ವರ್ಗ xyxy=(90,92,189,112)
photo-box xyxy=(762,698,920,830)
edition-logo: ಮೈಸೂರು ಮಿತ್ರ xyxy=(116,163,226,183)
footer-rule xyxy=(50,1360,920,1362)
culture-headline: ತತ್ತ್ವಮಸಿ ಎಂಬ ತತ್ತ್ವದ ಉಪದೇಶ xyxy=(417,147,799,190)
camp-col2: ಜಿಲ್ಲೆಯಾದ್ಯಂತ ಆಗಸ್ಟ್ ತಿಂಗಳಿನಿಂದ ಡಿಸೆಂಬರ್ 31ರವರೆಗೆ ಶಿಬಿರಗಳು ನಡೆಯಲಿವೆ. ಗ್ರಾಮೀಣ ಭಾಗದ ಅಂಗವಿಕಲರಿಗೆ ಅನುಕೂಲವಾಗುವಂತೆ ಹೋಬಳಿ ಮಟ್ಟದಲ್ಲಿಯೂ ಶಿಬಿರ ಆಯೋಜಿಸಲಾಗುವುದು. ಗುರುತಿನ ಚೀಟಿ ಹೊಂದಿದವರು ದೇಶದ ಯಾವುದೇ ಭಾಗದಲ್ಲಿ ಸರ್ಕಾರಿ ಸೌಲಭ್ಯ ಪಡೆಯಬಹುದು. ಬಸ್ ಪಾಸ್, ಪಿಂಚಣಿ, ಶಿಕ್ಷಣ ಹಾಗೂ ಉದ್ಯೋಗದಲ್ಲಿ ಮೀಸಲಾತಿ ಸೌಲಭ್ಯಕ್ಕೆ ಈ ಚೀಟಿ ಕಡ್ಡಾಯವಾಗಿದೆ. ಸಾರ್ವಜನಿಕರು ಶಿಬಿರದ ಸದುಪಯೋಗ ಪಡೆದುಕೊಳ್ಳಬೇಕು ಎಂದು ಮನವಿ ಮಾಡಲಾಗಿದೆ. ಮೈಸೂರು ಜಿಲ್ಲೆಯಲ್ಲಿ ಒಟ್ಟು 35,412 ಮಂದಿ ಅಂಗವಿಕಲರಿದ್ದು, ಇವರಲ್ಲಿ ಬಹುತೇಕರು ನೋಂದಣಿ ಮಾಡಿಕೊಂಡಿದ್ದಾರೆ. xyxy=(452,770,605,897)
person-figure-icon xyxy=(650,1008,684,1112)
paper-logo-small xyxy=(458,50,562,78)
poem-title: ಸಾಧ್ಯತೆ xyxy=(156,1214,184,1228)
camp-col3: ಇದುವರೆಗೆ 20,896 ಮಂದಿ ಕಾರ್ಡ್ ಪಡೆದುಕೊಂಡಿದ್ದು, 1,920 ಮಂದಿಯ ಅರ್ಜಿಗಳು ಬಾಕಿ ಉಳಿದಿವೆ. 12,596 ಮಂದಿ ಇನ್ನೂ ಅರ್ಜಿ ಸಲ್ಲಿಸಬೇಕಾಗಿದೆ. ಅರ್ಜಿಯನ್ನು ಆನ್‌ಲೈನ್ ಮೂಲಕ (https://www.swavlambancard.gov.in) ಸಲ್ಲಿಸಬಹುದು. ಹೆಚ್ಚಿನ ಮಾಹಿತಿಗಾಗಿ ಸಮೀಪದ ಗ್ರಾಮ ಒನ್ ಕೇಂದ್ರ ಅಥವಾ ತಾಲೂಕು ಕಚೇರಿಯನ್ನು ಸಂಪರ್ಕಿಸಬಹುದು. ಶಿಬಿರದ ದಿನಾಂಕ ಹಾಗೂ ಸ್ಥಳದ ವಿವರವನ್ನು ಮುಂಚಿತವಾಗಿ ಪ್ರಕಟಿಸಲಾಗುವುದು ಎಂದು ಪ್ರಕಟಣೆ ತಿಳಿಸಿದೆ. xyxy=(608,726,765,832)
imprint-line2: Private Limited, 15-C Industrial 'A' Layout, Bannimantap, Mysore-570 015 and Published at 15-C Industrial 'A' Layout, Bannimantap, Mysore-570 015, Editor: M. Govinde Gowda Ph: 2496520 / 2496521 xyxy=(50,1374,906,1384)
letter2-sign: –ನಂಜುಂಡಸ್ವಾಮಿ, ಮೈಸೂರು. xyxy=(205,808,285,818)
person-figure-icon xyxy=(594,992,634,1112)
letters-column xyxy=(55,318,285,1356)
registration-dot xyxy=(64,1411,72,1419)
camp-sub: ಆಗಸ್ಟ್‌ನಿಂದ ಡಿ.31ರವರೆಗೆ ಜಿಲ್ಲೆಯ ವಿವಿಧ ಭಾಗಗಳಲ್ಲಿ ಶಿಬಿರ xyxy=(456,732,598,759)
registration-dot xyxy=(28,1411,36,1419)
cm-col4-sign: –ಶ್ರೀಮತಿ ಹೇಮಲತಾ, UBUNTU ಸಂಸ್ಥಾಪಕ ಅಧ್ಯಕ್ಷೆ xyxy=(772,1134,920,1144)
cm-sub-bar xyxy=(296,940,920,958)
author-photo xyxy=(296,88,346,140)
registration-dot xyxy=(440,1411,448,1419)
camp-headline: ವಿಶಿಷ್ಟ ಅಂಗವೈಕಲ್ಯ ಗುರುತಿನ ಚೀಟಿ ಕಲ್ಪಿಸಲು ಶೀಘ್ರ ತಪಾಸಣಾ ಶಿಬಿರ ಆಯೋಜನೆ xyxy=(298,701,670,717)
edition-date: ಬುಧವಾರ, 3 ಆಗಸ್ಟ್ 2022 xyxy=(108,185,232,199)
page-label: ಪುಟ xyxy=(54,58,69,69)
column-divider xyxy=(289,88,290,1358)
letter4-text: ಮಾನ್ಯರೆ, ಅಪೌಷ್ಟಿಕತೆ ನಿವಾರಣೆಗಾಗಿ ಸರ್ಕಾರಿ ಶಾಲೆಗಳ ಮಕ್ಕಳಿಗೆ ಮಧ್ಯಾಹ್ನದ ಬಿಸಿಯೂಟದೊಂದಿಗೆ ಮೊಟ್ಟೆ, ಬಾಳೆಹಣ್ಣು ವಿತರಿಸಲು ಸರ್ಕಾರ ಮುಂದಾಗಿರುವುದು ಸ್ವಾಗತಾರ್ಹ. ಇದರಿಂದ ಮಕ್ಕಳ ಆರೋಗ್ಯ ಸುಧಾರಿಸುವುದಲ್ಲದೆ ಶಾಲಾ ಹಾಜರಾತಿಯೂ ಹೆಚ್ಚಲಿದೆ. ಯೋಜನೆ ನಿರಂತರವಾಗಿ ಜಾರಿಯಾಗಲಿ. xyxy=(55,1130,285,1183)
column-title-box xyxy=(558,92,920,136)
humor-q-label: ಅಮ್ಮ xyxy=(60,119,75,129)
letter3-title: ಅಪೂರ್ಣ ಮಾಹಿತಿಯಿಂದ ಅಭ್ಯರ್ಥಿಗಳ ಪರದಾಟ xyxy=(55,824,223,837)
computer-box xyxy=(762,832,923,894)
computer-title: ಉಚಿತ ಕಂಪ್ಯೂಟರ್ ತರಬೇತಿ xyxy=(762,832,862,845)
camp-col1: ಮೈಸೂರು,ಆ.2(ಪಿಎಂ)– ಕೇಂದ್ರ ಸರ್ಕಾರದ 'ವಿಶಿಷ್ಟ ಅಂಗವೈಕಲ್ಯ ಗುರುತಿನ ಚೀಟಿ (ಯುಡಿಐಡಿ)' ನೀಡುವ ಸಂಬಂಧ ಜಿಲ್ಲೆಯಲ್ಲಿ ತಪಾಸಣಾ ಶಿಬಿರ ನಡೆಸಲು ಜಿಲ್ಲಾಡಳಿತ ನಿರ್ಧರಿಸಿದೆ. ಅಂಗವಿಕಲರ ಸಬಲೀಕರಣ ಇಲಾಖೆ ಹಾಗೂ ಆರೋಗ್ಯ ಇಲಾಖೆಯ ಸಹಯೋಗದಲ್ಲಿ ಶಿಬಿರಗಳನ್ನು ಆಯೋಜಿಸಲಾಗುತ್ತಿದೆ. ಜಿಲ್ಲೆಯ ಎಲ್ಲ ತಾಲೂಕು ಕೇಂದ್ರಗಳಲ್ಲಿ ಹಂತ ಹಂತವಾಗಿ ಶಿಬಿರ ನಡೆಯಲಿದ್ದು, ವೈದ್ಯರು ಸ್ಥಳದಲ್ಲೇ ತಪಾಸಣೆ ನಡೆಸಿ ಅಂಗವೈಕಲ್ಯ ಪ್ರಮಾಣ ಪತ್ರ ನೀಡಲಿದ್ದಾರೆ. 2016ರಿಂದ ಕೇಂದ್ರ ಸರ್ಕಾರ ಈ ಯೋಜನೆ ಜಾರಿಗೊಳಿಸಿದ್ದು, ಈವರೆಗೆ ಜಿಲ್ಲೆಯಲ್ಲಿ ಸಾವಿರಾರು ಮಂದಿ ಗುರುತಿನ ಚೀಟಿ ಪಡೆದಿದ್ದಾರೆ. ಇನ್ನೂ ಅನೇಕರು ಚೀಟಿ ಪಡೆಯದೆ ಸರ್ಕಾರಿ ಸೌಲಭ್ಯಗಳಿಂದ ವಂಚಿತರಾಗಿದ್ದಾರೆ ಎಂದು ಜಿಲ್ಲಾ ಅಂಗವಿಕಲರ ಕಲ್ಯಾಣಾಧಿಕಾರಿ ತಿಳಿಸಿದ್ದಾರೆ. ಶಿಬಿರಕ್ಕೆ ಬರುವವರು ಆಧಾರ್ ಕಾರ್ಡ್, ಭಾವಚಿತ್ರ ಹಾಗೂ ಹಳೆಯ ವೈದ್ಯಕೀಯ ದಾಖಲೆಗಳನ್ನು ತರಬೇಕು. xyxy=(296,726,449,895)
culture-col1: ಛಾಂದೋಗ್ಯ ಉಪನಿಷತ್ತಿನಲ್ಲಿ ನಾಲ್ಕು ಮಹಾವಾಕ್ಯಗಳನ್ನು ಪ್ರತಿಪಾದಿಸಲಾಗಿದೆ. ಪ್ರಜ್ಞಾನಂ ಬ್ರಹ್ಮ, ಅಯಮಾತ್ಮಾ ಬ್ರಹ್ಮ, ಅಹಂ ಬ್ರಹ್ಮಾಸ್ಮಿ, ತತ್ತ್ವಮಸಿ. ಇವು ನಾಲ್ಕು ಮಹಾವಾಕ್ಯಗಳು. ಇವು ಪರಬ್ರಹ್ಮ ತತ್ತ್ವವನ್ನು ಪ್ರತಿಪಾದಿಸುತ್ತವೆ. ಇವುಗಳಲ್ಲಿ ತತ್ತ್ವಮಸಿ ಎಂಬ ಮಹಾವಾಕ್ಯವು ಛಾಂದೋಗ್ಯೋಪನಿಷತ್ತಿನಲ್ಲಿ ಬರುತ್ತದೆ. ಉದ್ದಾಲಕ ಆರುಣಿ ಎಂಬ ಋಷಿಯು ತನ್ನ ಮಗ ಶ್ವೇತಕೇತುವಿಗೆ ಈ ತತ್ತ್ವವನ್ನು ಉಪದೇಶಿಸುತ್ತಾನೆ. ಶ್ವೇತಕೇತು ಹನ್ನೆರಡು ವರ್ಷ ಗುರುಕುಲದಲ್ಲಿ ವಿದ್ಯಾಭ್ಯಾಸ ಮಾಡಿ ಮನೆಗೆ ಹಿಂದಿರುಗುತ್ತಾನೆ. ತಾನು ಎಲ್ಲವನ್ನೂ ಕಲಿತಿದ್ದೇನೆ ಎಂಬ ಅಹಂಕಾರ ಅವನಲ್ಲಿತ್ತು. ಇದನ್ನು ಗಮನಿಸಿದ ತಂದೆ, ಯಾವುದನ್ನು ಕೇಳಿದರೆ ಕೇಳದಿರುವುದು ಕೇಳಿದಂತಾಗುತ್ತದೆಯೋ, ಯಾವುದನ್ನು ತಿಳಿದರೆ ತಿಳಿಯದಿರುವುದು ತಿಳಿದಂತಾಗುತ್ತದೆಯೋ ಅಂತಹ ಉಪದೇಶವನ್ನು ನೀನು ಗುರುಗಳಿಂದ ಕೇಳಿದೆಯಾ ಎಂದು ಪ್ರಶ್ನಿಸುತ್ತಾನೆ. ಶ್ವೇತಕೇತುವಿಗೆ ಉತ್ತರ ತಿಳಿಯಲಿಲ್ಲ. ಆಗ ಉದ್ದಾಲಕನು ಮಣ್ಣಿನ ಉಂಡೆಯನ್ನು ತಿಳಿದರೆ ಮಣ್ಣಿನಿಂದ ಮಾಡಿದ ಎಲ್ಲ ವಸ್ತುಗಳನ್ನೂ ತಿಳಿದಂತಾಗುತ್ತದೆ ಎಂದು ವಿವರಿಸುತ್ತಾನೆ. ಅದರಂತೆ ಚಿನ್ನದ ಒಂದು ಗಟ್ಟಿಯನ್ನು ತಿಳಿದರೆ ಚಿನ್ನದ ಎಲ್ಲ ಆಭರಣಗಳನ್ನೂ ತಿಳಿದಂತೆ. ಸೃಷ್ಟಿಯ ಮೂಲ ಸತ್ ಒಂದೇ. ಅದರಿಂದಲೇ ಈ ಜಗತ್ತು ಹುಟ್ಟಿದೆ. ಆ ಸತ್ ಆತ್ಮವೇ ನೀನು ಎಂದು ಹೇಳುತ್ತಾನೆ. ಆಲದ ಹಣ್ಣನ್ನು ತರಿಸಿ ಅದನ್ನು ಒಡೆಯಲು ಹೇಳುತ್ತಾನೆ. ಒಳಗೆ ಸಣ್ಣ ಬೀಜಗಳು ಕಾಣುತ್ತವೆ. ಬೀಜವನ್ನು ಒಡೆದರೆ ಏನೂ ಕಾಣುವುದಿಲ್ಲ. ಆ ಕಾಣದ ಸೂಕ್ಷ್ಮದಿಂದಲೇ ದೊಡ್ಡ ಆಲದ ಮರ ಬೆಳೆಯುತ್ತದೆ. ಅದೇ ಸೂಕ್ಷ್ಮ ತತ್ತ್ವ ಎಲ್ಲೆಡೆ ವ್ಯಾಪಿಸಿದೆ. ಅದೇ ಸತ್ಯ, ಅದೇ ಆತ್ಮ, ಅದೇ ನೀನು ಶ್ವೇತಕೇತು ಎನ್ನುತ್ತಾನೆ. ಮತ್ತೊಂದು ದೃಷ್ಟಾಂತದಲ್ಲಿ ಉಪ್ಪನ್ನು ನೀರಿನಲ್ಲಿ ಹಾಕಿ ರಾತ್ರಿ ಇಡಲು ಹೇಳುತ್ತಾನೆ. ಬೆಳಿಗ್ಗೆ ಆ ಉಪ್ಪನ್ನು ತರಲು ಹೇಳಿದಾಗ ಅದು ಕಾಣುವುದಿಲ್ಲ. ಆದರೆ ನೀರಿನ ಪ್ರತಿಯೊಂದು ಭಾಗವನ್ನು ರುಚಿ ನೋಡಿದಾಗ ಉಪ್ಪಿನ ರುಚಿ ತಿಳಿಯುತ್ತದೆ. ಹಾಗೆಯೇ ಆತ್ಮವು ಕಣ್ಣಿಗೆ ಕಾಣದಿದ್ದರೂ ಎಲ್ಲೆಡೆ ಇದೆ. ತತ್ತ್ವಮಸಿ – ಅದು ನೀನೇ ಆಗಿರುವೆ. xyxy=(296,198,449,537)
camp-sub-box xyxy=(452,726,602,766)
event-photo-2 xyxy=(843,702,917,782)
culture-header xyxy=(296,88,920,140)
person-figure-icon xyxy=(544,1012,578,1112)
cm-col4: ಸ್ವಾವಲಂಬಿಯಾಗಿ ಸಂಪಾದನೆ ಮಾಡುವ ಮಹಿಳೆಯರು ಕುಟುಂಬಕ್ಕೆ ಶಕ್ತಿಯಾಗುತ್ತಾರೆ. ಇದು ಮಹಿಳಾ ಉದ್ಯಮಿಗಳಿಗೆ ಹೆಚ್ಚಿನ ಲಾಭ ತರಲಿದೆ. ಮಹಿಳಾ ಅಭಿವೃದ್ಧಿ ನಿಗಮದ ಮೂಲಕ ಈ ಯೋಜನೆಯನ್ನು ಯಶಸ್ವಿಯಾಗಿ ಜಾರಿಗೊಳಿಸಲಾಗುವುದು. COVID–19 ಕಾಲದಲ್ಲಿ ಇ-ಕಾಮರ್ಸ್ ವ್ಯವಹಾರ ಹೆಚ್ಚಾಗಿದೆ. ಮಹಿಳೆಯರು ಇದರ ಸದುಪಯೋಗ ಪಡೆಯಬೇಕು. ಜೊತೆಗೆ ವಿವಿಧ ಯೋಜನೆಗಳ ಮೂಲಕ ಪ್ರೋತ್ಸಾಹ ನೀಡಲಾಗುವುದು ಎಂದು ಅವರು ಹೇಳಿದರು. xyxy=(760,962,923,1047)
masthead xyxy=(50,48,920,84)
letter2-text: ಮಾನ್ಯರೆ, ಇತ್ತೀಚೆಗೆ ವರದಿಯಾದ ದೇವಾಲಯದ ಹುಂಡಿ ಹಣ ದುರುಪಯೋಗ ಪ್ರಕರಣ ಆಘಾತಕಾರಿ. ಭಕ್ತರು ಶ್ರದ್ಧೆಯಿಂದ ಅರ್ಪಿಸಿದ ಕಾಣಿಕೆಯನ್ನು ತಮ್ಮ ಸ್ವಂತಕ್ಕೆ ಬಳಸಿಕೊಂಡವರ ವಿರುದ್ಧ ಕಠಿಣ ಕ್ರಮ ಕೈಗೊಳ್ಳಬೇಕು. ಮುಜರಾಯಿ ಇಲಾಖೆ ತಕ್ಷಣ ತನಿಖೆ ನಡೆಸಿ ತಪ್ಪಿತಸ್ಥರಿಗೆ ಶಿಕ್ಷೆ ವಿಧಿಸಲಿ. ಮುಂದೆ ಇಂತಹ ಘಟನೆಗಳು ಮರುಕಳಿಸದಂತೆ ಎಚ್ಚರ ವಹಿಸಲಿ. xyxy=(55,743,286,796)
culture-bottom-rule xyxy=(296,694,920,696)
cm-col3: ಕೋವಿಡ್ ಸಂದರ್ಭದಲ್ಲಿ ಅನೇಕ ಸಣ್ಣ ಉದ್ಯಮಗಳು ಸಂಕಷ್ಟಕ್ಕೆ ಸಿಲುಕಿದ್ದವು. ಅಂತಹ ಸಮಯದಲ್ಲಿ ಆನ್‌ಲೈನ್ ಮಾರಾಟ ವ್ಯವಸ್ಥೆ ಅನೇಕರಿಗೆ ನೆರವಾಯಿತು. ಈಗ 33,000 ಮಹಿಳಾ ಸ್ವಸಹಾಯ ಸಂಘಗಳನ್ನು ಡಿಜಿಟಲ್ ವೇದಿಕೆಗೆ ಜೋಡಿಸುವ ಗುರಿ ಹೊಂದಲಾಗಿದೆ. ಇದಕ್ಕಾಗಿ ಪ್ರತಿ ಜಿಲ್ಲೆಯಲ್ಲಿ ತರಬೇತಿ ಕೇಂದ್ರಗಳನ್ನು ಆರಂಭಿಸಲಾಗುವುದು ಎಂದು ಮುಖ್ಯಮಂತ್ರಿ ತಿಳಿಸಿದರು. xyxy=(454,1150,605,1224)
